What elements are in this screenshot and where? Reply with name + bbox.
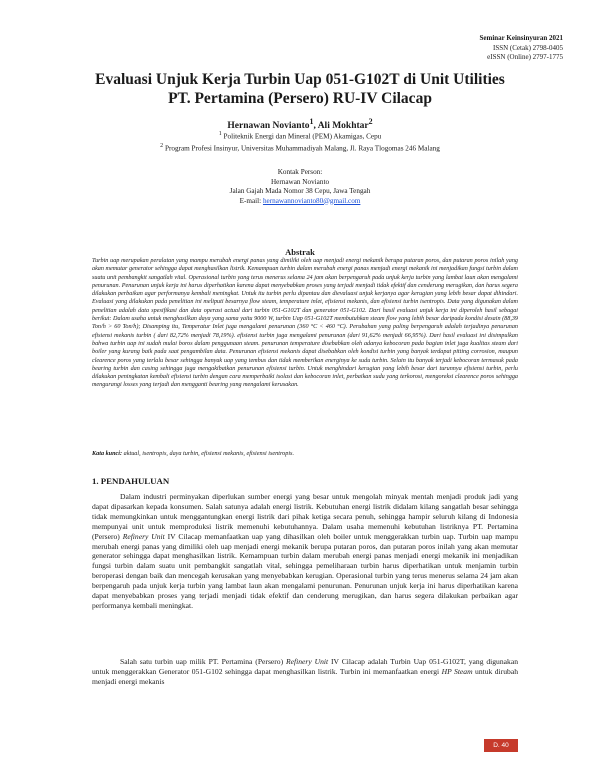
keywords-text: aktual, isentropis, daya turbin, efisiensi mekanis, efisiensi isentropis. (123, 450, 295, 457)
para1-refinery-unit: Refinery Unit (122, 531, 165, 541)
contact-person (50, 168, 550, 206)
contact-heading: Kontak Person: (277, 168, 323, 176)
email-label: E-mail: (239, 196, 263, 205)
intro-paragraph-1 (92, 492, 518, 611)
affiliation-2 (50, 142, 550, 154)
keywords-label: Kata kunci: (92, 450, 124, 457)
contact-address: Jalan Gajah Mada Nomor 38 Cepu, Jawa Tengah (229, 187, 371, 195)
page-number-badge: D. 40 (484, 739, 518, 752)
issn-print: ISSN (Cetak) 2798-0405 (493, 43, 563, 52)
author-2: Ali Mokhtar (317, 121, 369, 132)
title-line-1: Evaluasi Unjuk Kerja Turbin Uap 051-G102T di Unit Utilities (95, 71, 505, 88)
author-separator: , (313, 121, 318, 132)
keywords (92, 450, 518, 457)
para2-text-c: untuk dirubah menjadi energi mekanis (92, 666, 518, 686)
para2-text-b: IV Cilacap adalah Turbin Uap 051-G102T, yang digunakan untuk menggerakkan Generator 051-G102 sehingga dapat menghasilkan listrik. Turbin ini memanfaatkan energi (92, 657, 518, 676)
email-link[interactable]: hernawannovianto80@gmail.com (262, 196, 361, 205)
affiliation-1 (50, 130, 550, 142)
intro-paragraph-2 (92, 657, 518, 687)
author-2-affil: 2 (368, 117, 373, 126)
title-line-2: PT. Pertamina (Persero) RU-IV Cilacap (168, 90, 432, 107)
issn-online: eISSN (Online) 2797-1775 (487, 53, 563, 61)
journal-header (480, 34, 564, 63)
author-1: Hernawan Novianto (227, 121, 310, 132)
para2-refinery-unit: Refinery Unit (286, 657, 329, 666)
section-heading-pendahuluan: 1. PENDAHULUAN (92, 476, 170, 486)
para2-text-a: Salah satu turbin uap milik PT. Pertamina (Persero) (120, 657, 286, 666)
contact-email-line (50, 197, 550, 207)
contact-name: Hernawan Novianto (270, 177, 330, 186)
conference-name: Seminar Keinsinyuran 2021 (479, 34, 563, 42)
abstract-text: Turbin uap merupakan peralatan yang mampu merubah energi panas yang dimiliki oleh uap menjadi energi mekanik berupa putaran poros, dan putaran poros inilah yang akan memutar generator sehingga dapat menghasilkan listrik. Kemampuan turbin dalam merubah energi panas menjadi energi mekanik ini menjadikan fungsi turbin dalam suatu unit pembangkit sangatlah vital. Operasional turbin yang terus menerus selama 24 jam akan berpengaruh pada unjuk kerja turbin yang lambat laun akan mengalami penurunan. Penurunan unjuk kerja ini harus diperhatikan karena dapat menyebabkan proses yang terjadi menjadi tidak efektif dan cenderung merugikan, dan harus segera dilakukan perbaikan agar performanya kembali meningkat. Untuk itu turbin perlu dipantau dan dievaluasi unjuk kerjanya agar kerugian yang lebih besar dapat dihindari. Evaluasi yang dilakukan pada penelitian ini meliputi besarnya flow steam, temperature inlet, efisiensi mekanis, dan efisiensi turbin isentropis. Data yang digunakan dalam penelitian adalah data spesifikasi dan data operasi actual dari turbin 051-G102T dan generator 051-G102. Dari hasil evaluasi unjuk kerja ini diperoleh hasil sebagai berikut: Dalam usaha untuk menghasilkan daya yang sama yaitu 9000 W, turbin Uap 051-G102T membutuhkan steam flow yang lebih besar daripada kondisi desain (88,39 Ton/h > 60 Ton/h); Disamping itu, Temperatur Inlet juga mengalami penurunan (360 °C < 460 °C). Perubahan yang paling berpengaruh adalah terjadinya penurunan efisiensi mekanis turbin ( dari 82,72% menjadi 78,19%). efisiensi turbin juga mengalami penurunan (dari 91,62% menjadi 66,95%). Dari hasil evaluasi ini disimpulkan bahwa turbin uap ini sudah mulai boros dalam penggunaan steam. penurunan temperature disebabkan oleh adanya kebocoran pada bagian inlet juga kualitas steam dari boiler yang kurang baik pada saat pengambilan data. Penurunan efisiensi mekanis dapat disebabkan oleh kondisi turbin yang banyak terdapat pitting corrosion, maupun clearence poros yang terlalu besar sehingga banyak uap yang tembus dan tidak memberikan energinya ke sudu turbin. Selain itu banyak terjadi kebocoran termasuk pada bearing turbin dan casing sehingga juga mengakibatkan penurunan efisiensi turbin. Untuk menghindari kerugian yang lebih besar dari turunnya efisiensi turbin, perlu dilakukan peningkatan kembali efisiensi turbin dengan cara memperbaiki isolasi dan kebocoran inlet, perbaikan sudu yang terkorosi, mengoreksi clearence poros sehingga mengurangi losses yang terjadi dan mengganti bearing yang mengalami kerusakan. (92, 258, 518, 389)
affiliation-2-num: 2 (160, 142, 164, 149)
para2-hp-steam: HP Steam (441, 666, 473, 676)
abstract-heading: Abstrak (285, 247, 315, 257)
affiliations (50, 130, 550, 154)
author-1-affil: 1 (309, 117, 314, 126)
affiliation-1-num: 1 (218, 131, 222, 137)
affiliation-2-text: Program Profesi Insinyur, Universitas Muhammadiyah Malang, Jl. Raya Tlogomas 246 Malang (163, 144, 440, 153)
para1-text-a: Dalam industri perminyakan diperlukan sumber energi yang besar untuk mengolah minyak mentah menjadi produk jadi yang dapat dipasarkan kepada konsumen. Salah satunya adalah energi listrik. Kebutuhan energi listrik didalam kilang sangatlah besar sehingga tidak memungkinkan untuk menggantungkan energi listrik dari pihak ketiga secara penuh, sehingga hampir seluruh kilang di Indonesia mempunyai unit untuk memproduksi listrik memenuhi kebutuhannya. Dalam usaha memenuhi kebutuhan listriknya PT. Pertamina (Persero) (92, 492, 518, 541)
affiliation-1-text: Politeknik Energi dan Mineral (PEM) Akamigas, Cepu (221, 132, 382, 141)
para1-text-b: IV Cilacap memanfaatkan uap yang dihasilkan oleh boiler untuk menggerakkan turbin uap. Turbin uap mampu merubah energi panas yang dimiliki oleh uap menjadi energi mekanik berupa putaran poros, dan putaran poros inilah yang akan memutar generator sehingga dapat menghasilkan listrik. Kemampuan turbin dalam merubah energi panas menjadi energi mekanik ini menjadikan fungsi turbin dalam suatu unit pembangkit sangatlah vital, sehingga pemeliharaan turbin harus diperhatikan untuk menjamin turbin beroperasi dengan baik dan mencegah kerusakan yang menyebabkan kerugian. Operasional turbin yang terus menerus selama 24 jam akan berpengaruh pada unjuk kerja turbin yang lambat laun akan mengalami penurunan. Penurunan unjuk kerja ini harus diperhatikan karena dapat menyebabkan proses yang terjadi menjadi tidak efektif dan cenderung merugikan, dan harus segera dilakukan perbaikan agar performanya kembali meningkat. (92, 531, 519, 610)
paper-title (50, 70, 550, 108)
